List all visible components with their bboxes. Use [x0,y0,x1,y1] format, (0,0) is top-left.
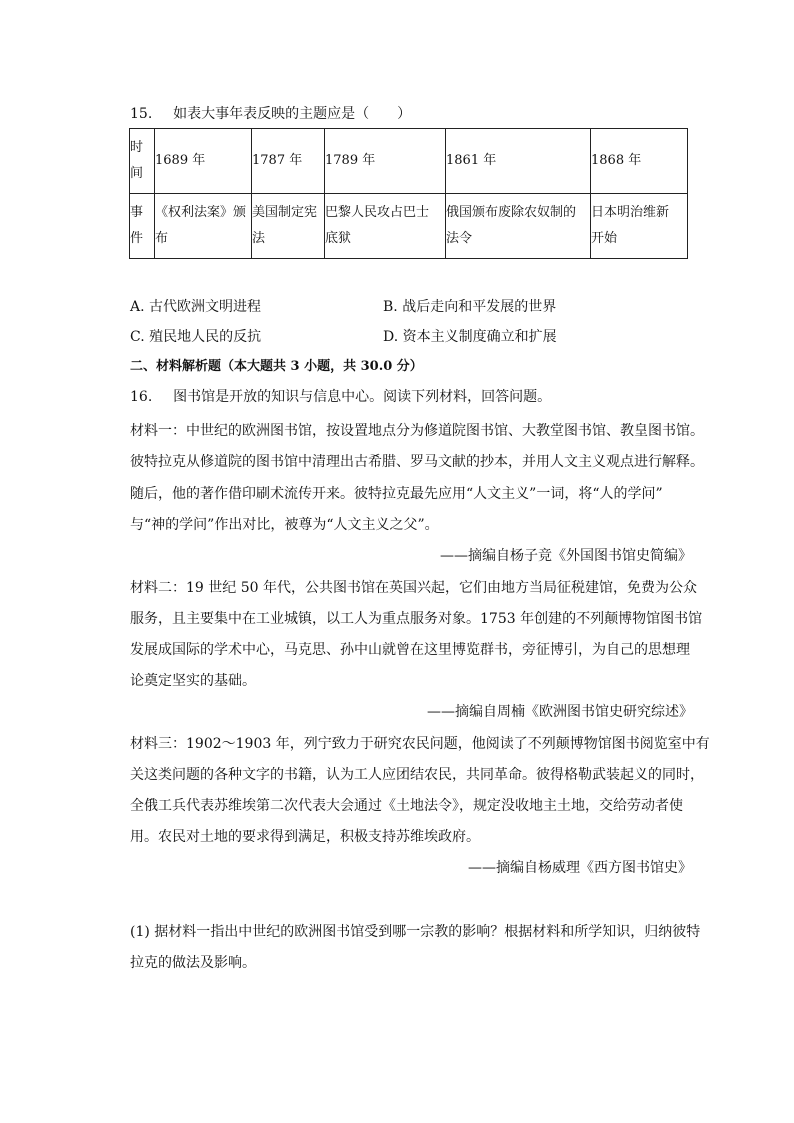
material3-source: ——摘编自杨威理《西方图书馆史》 [468,860,692,876]
year-cell: 1789 年 [325,129,446,194]
event-line: 巴黎人民攻占巴士 [325,205,430,220]
sub-question-line: (1) 据材料一指出中世纪的欧洲图书馆受到哪一宗教的影响？根据材料和所学知识，归纳彼特 [130,924,701,940]
material2-line: 论奠定坚实的基础。 [130,673,256,689]
material1-line: 材料一：中世纪的欧洲图书馆，按设置地点分为修道院图书馆、大教堂图书馆、教皇图书馆。 [130,423,704,439]
event-line: 法 [252,231,266,246]
event-line: 俄国颁布废除农奴制的 [446,205,577,220]
option-a[interactable]: A. 古代欧洲文明进程 [130,299,262,315]
option-b[interactable]: B. 战后走向和平发展的世界 [383,299,557,315]
table-row-event [130,194,688,259]
material1-line: 与“神的学问”作出对比，被尊为“人文主义之父”。 [130,517,439,533]
q16-stem: 图书馆是开放的知识与信息中心。阅读下列材料，回答问题。 [173,389,552,405]
event-line: 日本明治维新 [591,205,670,220]
event-line: 《权利法案》颁 [155,205,247,220]
event-cell [155,194,252,259]
material3-line: 材料三：1902～1903 年，列宁致力于研究农民问题，他阅读了不列颠博物馆图书阅览室中有 [130,736,710,752]
year-cell: 1689 年 [155,129,252,194]
q15-events-table [129,128,688,259]
option-c[interactable]: C. 殖民地人民的反抗 [130,329,262,345]
year-cell: 1868 年 [591,129,688,194]
sub-question-line: 拉克的做法及影响。 [130,955,256,971]
material1-line: 随后，他的著作借印刷术流传开来。彼特拉克最先应用“人文主义”一词，将“人的学问” [130,486,663,502]
q15-stem-line [130,104,411,124]
material2-source: ——摘编自周楠《欧洲图书馆史研究综述》 [427,704,693,720]
row-header-event [130,194,155,259]
event-line: 底狱 [325,231,352,246]
section-heading: 二、材料解析题（本大题共 3 小题，共 30.0 分） [130,359,423,374]
q15-number: 15. [130,106,153,122]
option-d[interactable]: D. 资本主义制度确立和扩展 [383,329,557,345]
material2-line: 服务，且主要集中在工业城镇，以工人为重点服务对象。1753 年创建的不列颠博物馆图书馆 [130,611,703,627]
material1-source: ——摘编自杨子竞《外国图书馆史简编》 [440,548,692,564]
material2-line: 发展成国际的学术中心，马克思、孙中山就曾在这里博览群书，旁征博引，为自己的思想理 [130,642,690,658]
event-cell [591,194,688,259]
row-header-time [130,129,155,194]
q16-stem-line [130,387,551,407]
row-header-time-1: 时 [130,140,144,155]
q16-number: 16. [130,389,153,405]
q15-stem: 如表大事年表反映的主题应是（ ） [173,106,412,122]
event-line: 美国制定宪 [252,205,318,220]
event-cell [252,194,325,259]
material3-line: 全俄工兵代表苏维埃第二次代表大会通过《土地法令》，规定没收地主土地，交给劳动者使 [130,798,683,814]
table-row-time [130,129,688,194]
material2-line: 材料二：19 世纪 50 年代，公共图书馆在英国兴起，它们由地方当局征税建馆，免费为公众 [130,580,697,596]
year-cell: 1787 年 [252,129,325,194]
event-line: 法令 [446,231,473,246]
year-cell: 1861 年 [446,129,591,194]
row-header-time-2: 间 [130,166,144,181]
material1-line: 彼特拉克从修道院的图书馆中清理出古希腊、罗马文献的抄本，并用人文主义观点进行解释。 [130,454,704,470]
event-cell [446,194,591,259]
event-line: 布 [155,231,169,246]
row-header-event-1: 事 [130,205,144,220]
material3-line: 用。农民对土地的要求得到满足，积极支持苏维埃政府。 [130,829,480,845]
event-cell [325,194,446,259]
event-line: 开始 [591,231,618,246]
row-header-event-2: 件 [130,231,144,246]
material3-line: 关这类问题的各种文字的书籍，认为工人应团结农民，共同革命。彼得格勒武装起义的同时， [130,767,704,783]
